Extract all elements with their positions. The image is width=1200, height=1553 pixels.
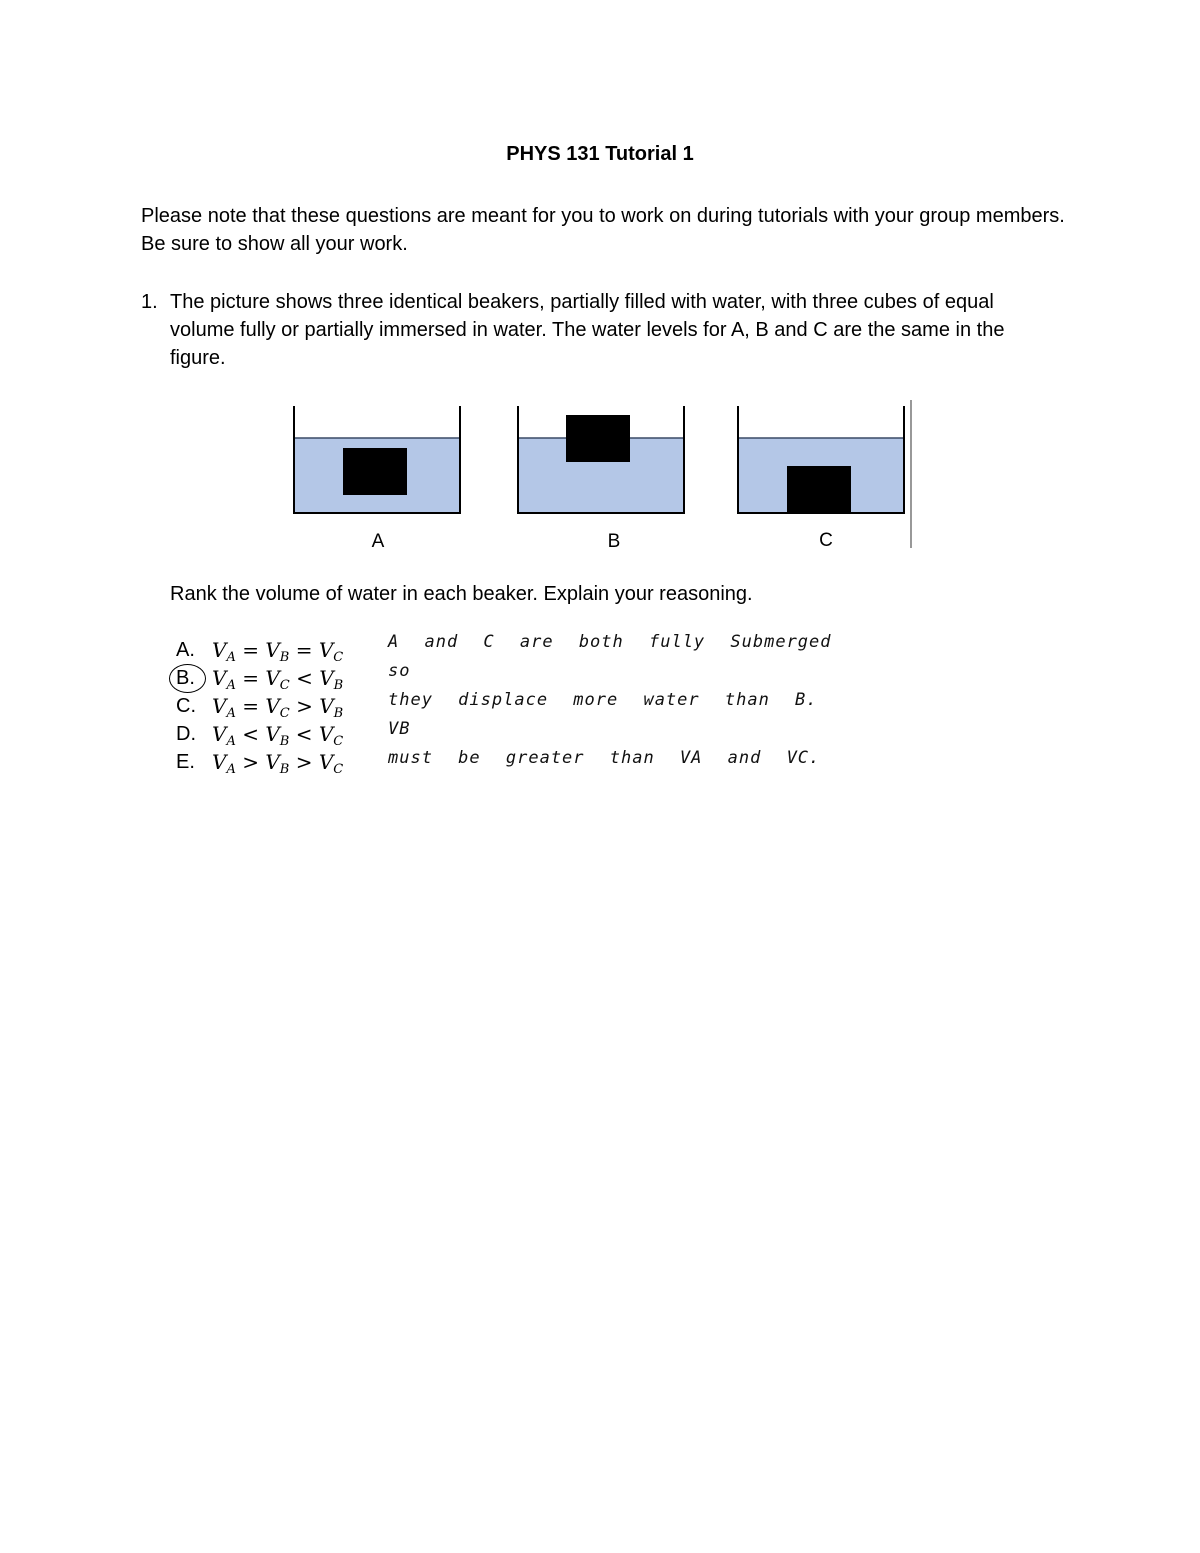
beaker-label-c: C xyxy=(819,530,833,551)
handwritten-answer xyxy=(388,628,848,773)
question-number: 1. xyxy=(141,291,158,313)
beaker-b xyxy=(518,406,684,552)
option-letter: D. xyxy=(176,723,196,745)
option-equation: $V_A < V_B < V_C$ xyxy=(212,722,344,749)
beaker-c-cube xyxy=(787,466,851,513)
option-letter: E. xyxy=(176,751,195,773)
beakers-figure xyxy=(288,398,918,553)
beaker-b-cube xyxy=(566,415,630,462)
option-letter: A. xyxy=(176,639,195,661)
page-title: PHYS 131 Tutorial 1 xyxy=(506,143,694,165)
option-letter: C. xyxy=(176,695,196,717)
option-equation: $V_A = V_C > V_B$ xyxy=(212,694,344,721)
answer-line: A and C are both fully Submerged so xyxy=(388,632,832,681)
beaker-label-a: A xyxy=(371,531,385,552)
beaker-label-b: B xyxy=(607,531,621,552)
option-letter: B. xyxy=(176,667,195,689)
beaker-c xyxy=(738,406,904,551)
beaker-a xyxy=(294,406,460,552)
option-equation: $V_A = V_C < V_B$ xyxy=(212,666,344,693)
question-text: The picture shows three identical beakers, partially filled with water, with three cubes of equal volume fully or partially immersed in water. The water levels for A, B and C are the same in the figure. xyxy=(170,291,1005,369)
option-equation: $V_A > V_B > V_C$ xyxy=(212,750,344,777)
answer-line: they displace more water than B. VB xyxy=(388,690,818,739)
option-equation: $V_A = V_B = V_C$ xyxy=(212,638,344,665)
answer-line: must be greater than VA and VC. xyxy=(388,748,821,768)
beaker-a-cube xyxy=(343,448,407,495)
intro-paragraph: Please note that these questions are meant for you to work on during tutorials with your group members. Be sure to show all your work. xyxy=(141,205,1065,255)
rank-prompt: Rank the volume of water in each beaker. Explain your reasoning. xyxy=(170,583,753,605)
